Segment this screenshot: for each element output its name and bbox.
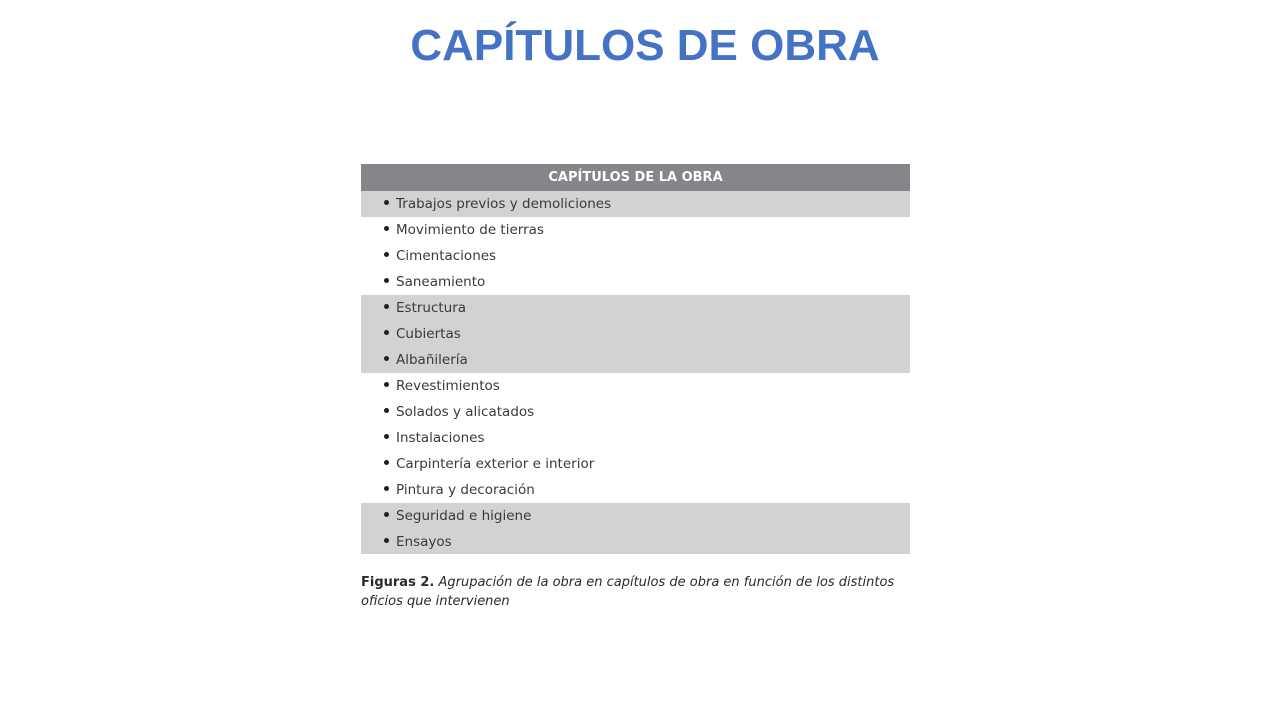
slide-title: CAPÍTULOS DE OBRA [410,21,880,70]
table-header-row [361,164,910,191]
bullet-icon [384,408,389,413]
chapter-item [361,425,910,451]
table-row [361,191,910,217]
table-row [361,529,910,554]
chapter-label: Saneamiento [396,274,486,290]
chapter-item [361,243,910,269]
chapter-item [361,269,910,295]
table-row [361,243,910,269]
figure-caption [361,573,910,611]
chapter-item [361,529,910,554]
table-row [361,269,910,295]
bullet-icon [384,278,389,283]
chapter-item [361,373,910,399]
table-row [361,477,910,503]
table-row [361,399,910,425]
bullet-icon [384,356,389,361]
chapter-item [361,321,910,347]
bullet-icon [384,252,389,257]
table-row [361,217,910,243]
table-row [361,321,910,347]
bullet-icon [384,200,389,205]
chapter-label: Solados y alicatados [396,404,535,420]
chapter-label: Ensayos [396,533,452,550]
chapter-label: Seguridad e higiene [396,508,532,524]
chapter-label: Albañilería [396,352,468,368]
table-row [361,347,910,373]
figure [361,164,910,611]
chapter-item [361,451,910,477]
chapter-label: Estructura [396,300,467,316]
table-row [361,425,910,451]
chapters-table [361,164,910,554]
chapter-label: Carpintería exterior e interior [396,456,595,472]
chapter-item [361,477,910,503]
caption-text: Agrupación de la obra en capítulos de obra en función de los distintos oficios que intervienen [361,575,895,609]
bullet-icon [384,382,389,387]
chapter-item [361,295,910,321]
chapter-label: Revestimientos [396,378,500,394]
chapter-label: Instalaciones [396,430,485,446]
table-body [361,191,910,554]
bullet-icon [384,460,389,465]
chapter-item [361,217,910,243]
table-row [361,373,910,399]
chapter-label: Pintura y decoración [396,482,535,498]
bullet-icon [384,226,389,231]
table-row [361,503,910,529]
chapter-item [361,503,910,529]
bullet-icon [384,330,389,335]
table-row [361,451,910,477]
chapter-label: Movimiento de tierras [396,222,544,238]
chapter-label: Trabajos previos y demoliciones [396,196,612,212]
chapter-label: Cimentaciones [396,248,497,264]
bullet-icon [384,304,389,309]
table-header: CAPÍTULOS DE LA OBRA [361,164,910,191]
bullet-icon [384,538,389,543]
chapter-item [361,191,910,217]
bullet-icon [384,512,389,517]
bullet-icon [384,486,389,491]
table-row [361,295,910,321]
chapter-item [361,399,910,425]
caption-label: Figuras 2. [361,575,435,590]
bullet-icon [384,434,389,439]
chapter-label: Cubiertas [396,326,461,342]
chapter-item [361,347,910,373]
